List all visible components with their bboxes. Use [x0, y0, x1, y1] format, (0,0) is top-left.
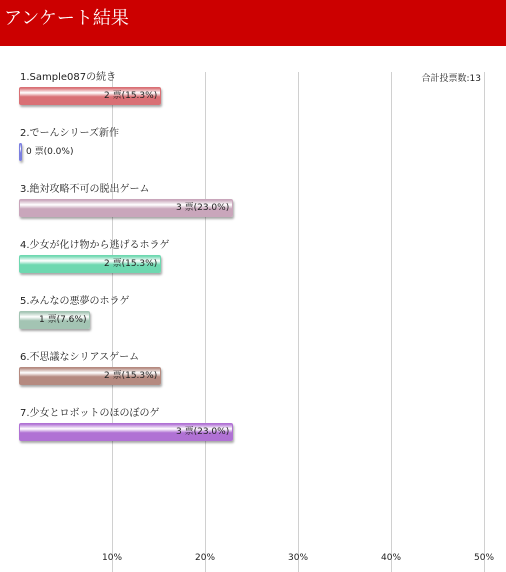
results-chart [0, 46, 506, 572]
vote-count-label: 3 票(23.0%) [176, 203, 230, 213]
x-tick-label: 40% [380, 553, 402, 563]
results-header [0, 0, 506, 46]
vote-count-label: 0 票(0.0%) [26, 147, 74, 157]
vote-count-label: 2 票(15.3%) [104, 371, 158, 381]
vote-count-label: 2 票(15.3%) [104, 91, 158, 101]
page-title: アンケート結果 [4, 8, 129, 29]
gridline [205, 72, 206, 572]
option-label: 3.絶対攻略不可の脱出ゲーム [20, 184, 150, 195]
gridline [298, 72, 299, 572]
vote-count-label: 2 票(15.3%) [104, 259, 158, 269]
x-tick-label: 10% [101, 553, 123, 563]
x-tick-label: 50% [473, 553, 495, 563]
vote-count-label: 1 票(7.6%) [39, 315, 87, 325]
option-label: 5.みんなの悪夢のホラゲ [20, 296, 130, 307]
x-tick-label: 20% [194, 553, 216, 563]
gridline [112, 72, 113, 572]
option-label: 6.不思議なシリアスゲーム [20, 352, 140, 363]
gridline [391, 72, 392, 572]
vote-bar [19, 143, 22, 161]
x-tick-label: 30% [287, 553, 309, 563]
option-label: 4.少女が化け物から逃げるホラゲ [20, 240, 170, 251]
gridline [484, 72, 485, 572]
option-label: 1.Sample087の続き [20, 72, 117, 83]
total-votes: 合計投票数:13 [421, 74, 481, 84]
option-label: 7.少女とロボットのほのぼのゲ [20, 408, 160, 419]
vote-count-label: 3 票(23.0%) [176, 427, 230, 437]
option-label: 2.でーんシリーズ新作 [20, 128, 120, 139]
